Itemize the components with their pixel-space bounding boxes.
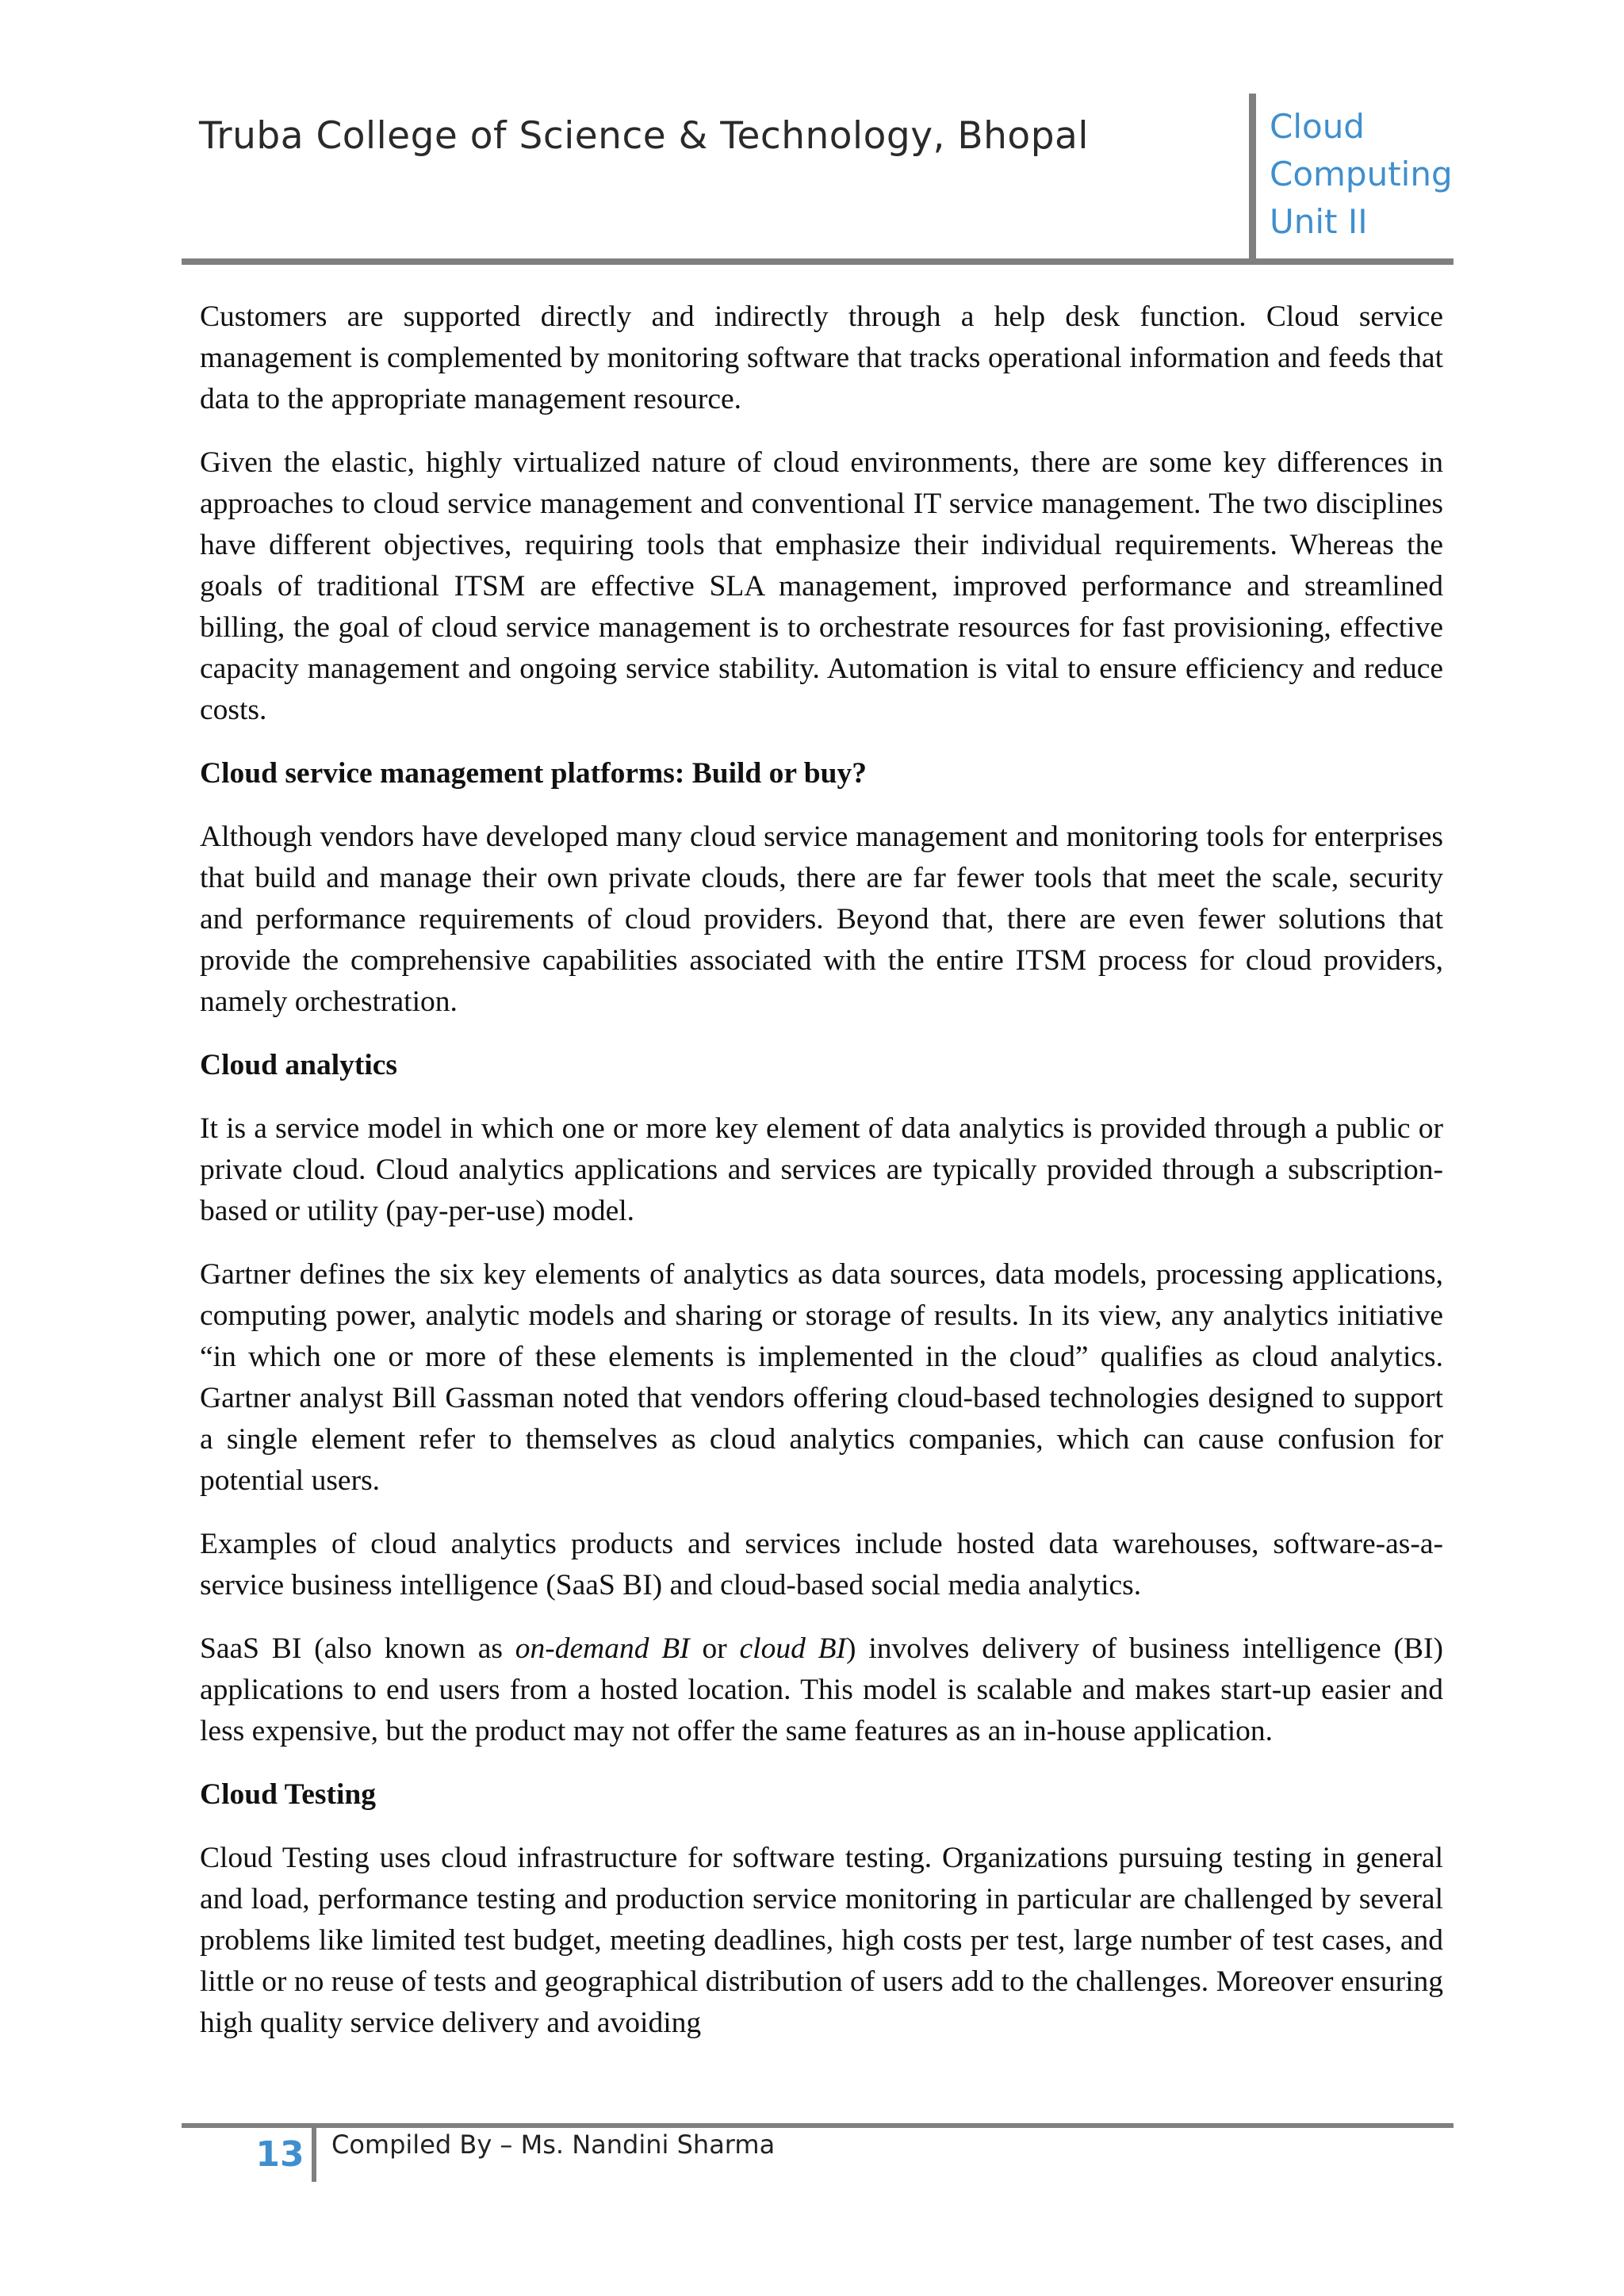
section-heading: Cloud Testing <box>200 1778 376 1811</box>
footer-divider-horizontal <box>182 2123 1454 2128</box>
subject-label <box>1270 103 1460 246</box>
section-heading: Cloud service management platforms: Build or buy? <box>200 757 867 790</box>
college-title: Truba College of Science & Technology, Bhopal <box>199 114 1089 158</box>
subject-line-3: Unit II <box>1270 202 1368 241</box>
footer-credit: Compiled By – Ms. Nandini Sharma <box>331 2130 776 2160</box>
paragraph: Examples of cloud analytics products and services include hosted data warehouses, software-as-a-service business intelligence (SaaS BI) and cloud-based social media analytics. <box>200 1528 1443 1601</box>
text-run: or <box>689 1632 740 1665</box>
page-body <box>200 297 1443 2044</box>
paragraph: Customers are supported directly and indirectly through a help desk function. Cloud service management is complemented by monitoring software that tracks operational information and feeds that data to the appropriate management resource. <box>200 300 1443 415</box>
italic-term: on-demand BI <box>515 1632 690 1665</box>
paragraph: Given the elastic, highly virtualized nature of cloud environments, there are some key differences in approaches to cloud service management and conventional IT service management. The two disciplines have different objectives, requiring tools that emphasize their individual requirements. Whereas the goals of traditional ITSM are effective SLA management, improved performance and streamlined billing, the goal of cloud service management is to orchestrate resources for fast provisioning, effective capacity management and ongoing service stability. Automation is vital to ensure efficiency and reduce costs. <box>200 446 1443 726</box>
paragraph: It is a service model in which one or more key element of data analytics is provided through a public or private cloud. Cloud analytics applications and services are typically provided through a subscription-based or utility (pay-per-use) model. <box>200 1112 1443 1227</box>
text-run: SaaS BI (also known as <box>200 1632 515 1665</box>
subject-line-2: Computing <box>1270 155 1453 193</box>
text-run: ) involves delivery of business intelligence (BI) applications to end users from a hosted location. This model is scalable and makes start-up easier and less expensive, but the product may not offer the same features as an in-house application. <box>200 1632 1444 1747</box>
paragraph: Gartner defines the six key elements of analytics as data sources, data models, processing applications, computing power, analytic models and sharing or storage of results. In its view, any analytics initiative “in which one or more of these elements is implemented in the cloud” qualifies as cloud analytics. Gartner analyst Bill Gassman noted that vendors offering cloud-based technologies designed to support a single element refer to themselves as cloud analytics companies, which can cause confusion for potential users. <box>200 1258 1443 1497</box>
italic-term: cloud BI <box>739 1632 847 1665</box>
header-divider-horizontal <box>182 258 1454 265</box>
subject-line-1: Cloud <box>1270 107 1365 146</box>
page-number: 13 <box>255 2134 304 2175</box>
page-header <box>182 94 1454 263</box>
paragraph: Although vendors have developed many cloud service management and monitoring tools for enterprises that build and manage their own private clouds, there are far fewer tools that meet the scale, security and performance requirements of cloud providers. Beyond that, there are even fewer solutions that provide the comprehensive capabilities associated with the entire ITSM process for cloud providers, namely orchestration. <box>200 821 1443 1018</box>
paragraph <box>200 1628 1443 1752</box>
footer-divider-vertical <box>312 2128 316 2182</box>
header-divider-vertical <box>1249 94 1256 262</box>
paragraph: Cloud Testing uses cloud infrastructure for software testing. Organizations pursuing testing in general and load, performance testing and production service monitoring in particular are challenged by several problems like limited test budget, meeting deadlines, high costs per test, large number of test cases, and little or no reuse of tests and geographical distribution of users add to the challenges. Moreover ensuring high quality service delivery and avoiding <box>200 1842 1443 2039</box>
section-heading: Cloud analytics <box>200 1049 398 1081</box>
